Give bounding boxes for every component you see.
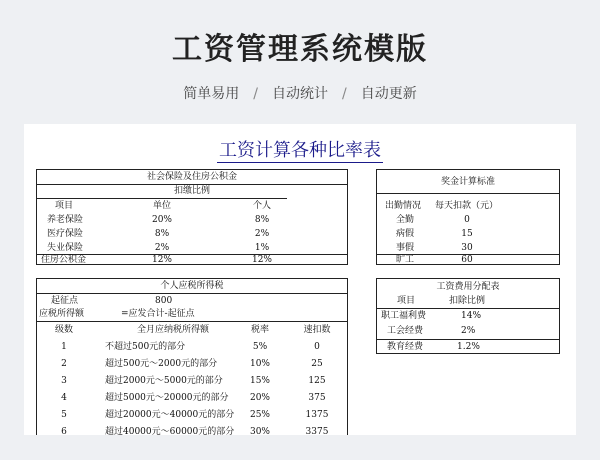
social-insurance-table xyxy=(36,169,348,265)
feature-easy: 简单易用 xyxy=(183,86,240,102)
bonus-header-deduction: 每天扣款（元） xyxy=(435,201,499,211)
social-row-medical-personal: 2% xyxy=(254,229,270,239)
income-tax-table xyxy=(36,278,348,435)
social-row-unemployment-label: 失业保险 xyxy=(47,243,84,253)
social-table-subtitle: 扣缴比例 xyxy=(173,186,210,196)
tax-row-3-range: 超过2000元～5000元的部分 xyxy=(105,376,223,386)
tax-taxable-formula: =应发合计-起征点 xyxy=(121,309,195,319)
spreadsheet-preview xyxy=(24,124,576,435)
fee-row-education-value: 1.2% xyxy=(457,342,480,352)
fee-header-item: 项目 xyxy=(397,296,416,306)
bonus-row-sick-label: 病假 xyxy=(395,229,414,239)
fee-table-title: 工资费用分配表 xyxy=(436,282,500,292)
social-row-housing-employer: 12% xyxy=(151,255,172,265)
feature-strip xyxy=(0,83,600,103)
tax-row-4-range: 超过5000元～20000元的部分 xyxy=(105,393,229,403)
fee-row-welfare-label: 职工福利费 xyxy=(381,311,427,321)
divider xyxy=(377,193,559,194)
social-row-medical-employer: 8% xyxy=(154,229,170,239)
tax-row-1-rate: 5% xyxy=(252,342,268,352)
social-header-personal: 个人 xyxy=(252,201,271,211)
divider xyxy=(37,293,347,294)
tax-row-2-range: 超过500元～2000元的部分 xyxy=(105,359,218,369)
bonus-standard-table xyxy=(376,169,560,265)
fee-row-education-label: 教育经费 xyxy=(387,342,424,352)
bonus-row-full-value: 0 xyxy=(464,215,470,225)
tax-row-6-deduction: 3375 xyxy=(305,427,329,435)
separator: / xyxy=(342,86,347,102)
divider xyxy=(37,198,287,199)
divider xyxy=(377,339,559,340)
social-header-employer: 单位 xyxy=(152,201,171,211)
social-row-housing-personal: 12% xyxy=(251,255,272,265)
bonus-row-personal-label: 事假 xyxy=(395,243,414,253)
fee-allocation-table xyxy=(376,278,560,354)
tax-row-3-rate: 15% xyxy=(249,376,270,386)
tax-row-3-level: 3 xyxy=(61,376,67,386)
tax-row-4-level: 4 xyxy=(61,393,67,403)
tax-row-4-rate: 20% xyxy=(249,393,270,403)
social-row-unemployment-employer: 2% xyxy=(154,243,170,253)
bonus-row-absent-value: 60 xyxy=(461,255,473,265)
tax-row-6-level: 6 xyxy=(61,427,67,435)
bonus-row-sick-value: 15 xyxy=(461,229,473,239)
tax-row-3-deduction: 125 xyxy=(308,376,326,386)
social-header-item: 项目 xyxy=(55,201,74,211)
social-row-housing-label: 住房公积金 xyxy=(41,255,87,265)
sheet-title: 工资计算各种比率表 xyxy=(219,140,381,161)
fee-row-welfare-value: 14% xyxy=(461,311,482,321)
social-row-pension-personal: 8% xyxy=(254,215,270,225)
fee-row-union-label: 工会经费 xyxy=(387,326,424,336)
tax-threshold-value: 800 xyxy=(155,296,173,306)
tax-row-5-range: 超过20000元～40000元的部分 xyxy=(105,410,235,420)
bonus-row-absent-label: 旷工 xyxy=(395,255,414,265)
tax-row-2-rate: 10% xyxy=(249,359,270,369)
tax-row-2-level: 2 xyxy=(61,359,67,369)
bonus-header-attendance: 出勤情况 xyxy=(385,201,422,211)
divider xyxy=(37,321,347,322)
fee-row-union-value: 2% xyxy=(461,326,476,336)
tax-table-title: 个人应税所得税 xyxy=(160,281,224,291)
tax-row-1-range: 不超过500元的部分 xyxy=(105,342,186,352)
separator: / xyxy=(253,86,258,102)
feature-auto-stats: 自动统计 xyxy=(272,86,328,102)
tax-row-1-level: 1 xyxy=(61,342,67,352)
tax-row-5-deduction: 1375 xyxy=(305,410,329,420)
social-row-pension-employer: 20% xyxy=(151,215,172,225)
social-row-medical-label: 医疗保险 xyxy=(47,229,84,239)
tax-row-1-deduction: 0 xyxy=(314,342,320,352)
tax-header-income: 全月应纳税所得额 xyxy=(136,325,209,335)
tax-row-4-deduction: 375 xyxy=(308,393,326,403)
feature-auto-update: 自动更新 xyxy=(360,86,417,102)
page-title: 工资管理系统模版 xyxy=(172,32,428,67)
tax-row-5-level: 5 xyxy=(61,410,67,420)
tax-taxable-label: 应税所得额 xyxy=(39,309,85,319)
tax-threshold-label: 起征点 xyxy=(51,296,79,306)
tax-header-rate: 税率 xyxy=(250,325,269,335)
tax-header-deduction: 速扣数 xyxy=(303,325,331,335)
bonus-row-personal-value: 30 xyxy=(461,243,473,253)
social-table-title: 社会保险及住房公积金 xyxy=(146,172,237,182)
tax-header-level: 级数 xyxy=(54,325,73,335)
social-row-pension-label: 养老保险 xyxy=(47,215,84,225)
divider xyxy=(377,308,559,309)
fee-header-ratio: 扣除比例 xyxy=(449,296,486,306)
tax-row-5-rate: 25% xyxy=(249,410,270,420)
tax-row-2-deduction: 25 xyxy=(311,359,323,369)
social-row-unemployment-personal: 1% xyxy=(254,243,270,253)
tax-row-6-rate: 30% xyxy=(249,427,270,435)
bonus-table-title: 奖金计算标准 xyxy=(440,177,495,187)
tax-row-6-range: 超过40000元～60000元的部分 xyxy=(105,427,235,435)
bonus-row-full-label: 全勤 xyxy=(395,215,414,225)
